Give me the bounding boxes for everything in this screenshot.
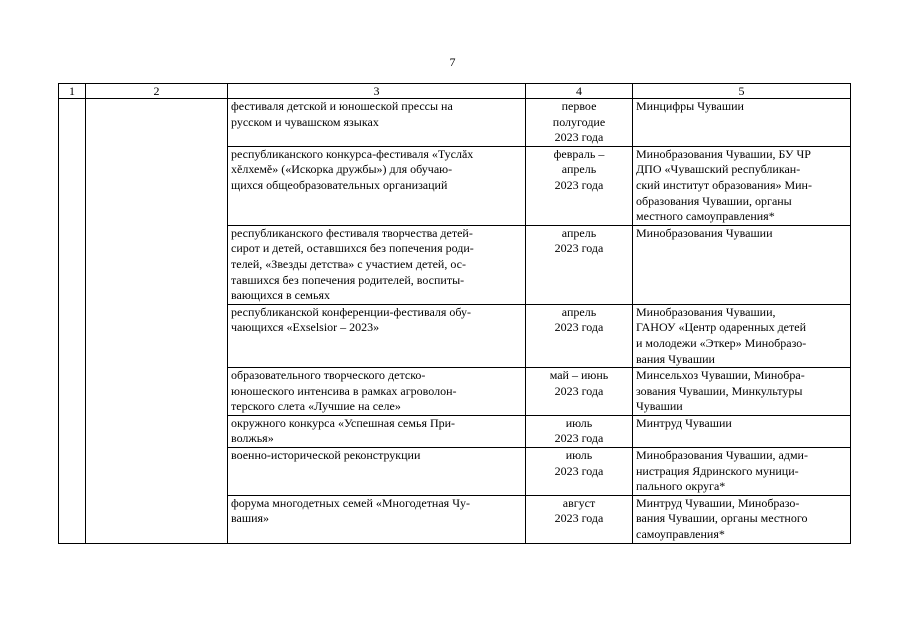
number-cell [59,225,86,304]
cell-line: апрель [561,304,597,319]
number-cell [59,448,86,496]
table-row [59,146,851,225]
cell-line: республиканского фестиваля творчества детей- [231,225,473,240]
area-cell [86,415,228,447]
responsible-cell [633,146,851,225]
number-cell [59,368,86,416]
cell-line: юношеского интенсива в рамках агроволон- [231,383,457,398]
term-cell [526,304,633,367]
table-row [59,415,851,447]
event-cell [228,448,526,496]
cell-line: май – июнь [549,368,609,383]
cell-line: форума многодетных семей «Многодетная Чу- [231,495,470,510]
cell-line: Минтруд Чувашии, Минобразо- [636,495,800,510]
cell-line: 2023 года [554,383,604,398]
cell-line: ГАНОУ «Центр одаренных детей [636,320,806,335]
plan-table [58,83,851,544]
term-cell [526,368,633,416]
event-cell [228,368,526,416]
cell-line: вания Чувашии [636,351,715,366]
column-header-3: 3 [228,84,526,99]
area-cell [86,146,228,225]
term-cell [526,99,633,147]
area-cell [86,304,228,367]
cell-line: 2023 года [554,463,604,478]
cell-line: вающихся в семьях [231,288,331,303]
cell-line: ДПО «Чувашский республикан- [636,162,801,177]
cell-line: 2023 года [554,241,604,256]
cell-line: август [562,495,596,510]
area-cell [86,99,228,147]
cell-line: 2023 года [554,511,604,526]
cell-line: сирот и детей, оставшихся без попечения роди- [231,241,474,256]
cell-line: самоуправления* [636,527,725,542]
responsible-cell [633,448,851,496]
cell-line: республиканского конкурса-фестиваля «Туслăх [231,146,474,161]
responsible-cell [633,368,851,416]
number-cell [59,99,86,147]
column-header-5: 5 [633,84,851,99]
cell-line: полугодие [552,114,606,129]
number-cell [59,495,86,543]
event-cell [228,415,526,447]
event-cell [228,304,526,367]
area-cell [86,495,228,543]
area-cell [86,368,228,416]
cell-line: Минсельхоз Чувашии, Минобра- [636,368,805,383]
term-cell [526,495,633,543]
cell-line: первое [561,99,597,113]
cell-line: волжья» [231,431,274,446]
column-header-4: 4 [526,84,633,99]
responsible-cell [633,415,851,447]
cell-line: и молодежи «Эткер» Минобразо- [636,335,807,350]
table-row [59,448,851,496]
cell-line: апрель [561,162,597,177]
responsible-cell [633,225,851,304]
term-cell [526,225,633,304]
event-cell [228,495,526,543]
cell-line: образования Чувашии, органы [636,193,792,208]
cell-line: терского слета «Лучшие на селе» [231,399,401,414]
cell-line: фестиваля детской и юношеской прессы на [231,99,453,113]
area-cell [86,225,228,304]
cell-line: июль [565,448,593,463]
table-row [59,368,851,416]
cell-line: телей, «Звезды детства» с участием детей, ос- [231,256,466,271]
cell-line: апрель [561,225,597,240]
cell-line: Минобразования Чувашии, [636,304,776,319]
table-row [59,304,851,367]
event-cell [228,146,526,225]
cell-line: вашия» [231,511,270,526]
number-cell [59,146,86,225]
cell-line: 2023 года [554,320,604,335]
cell-line: февраль – [553,146,605,161]
cell-line: пального округа* [636,479,726,494]
cell-line: военно-исторической реконструкции [231,448,421,463]
cell-line: Минобразования Чувашии, БУ ЧР [636,146,811,161]
cell-line: Минобразования Чувашии, адми- [636,448,808,463]
cell-line: июль [565,415,593,430]
cell-line: Минцифры Чувашии [636,99,744,113]
responsible-cell [633,99,851,147]
cell-line: 2023 года [554,177,604,192]
cell-line: зования Чувашии, Минкультуры [636,383,803,398]
number-cell [59,304,86,367]
term-cell [526,415,633,447]
area-cell [86,448,228,496]
cell-line: тавшихся без попечения родителей, воспиты- [231,272,465,287]
cell-line: местного самоуправления* [636,209,775,224]
cell-line: щихся общеобразовательных организаций [231,177,448,192]
column-header-2: 2 [86,84,228,99]
term-cell [526,448,633,496]
cell-line: русском и чувашском языках [231,114,379,129]
cell-line: ский институт образования» Мин- [636,177,812,192]
table-row [59,495,851,543]
cell-line: 2023 года [554,431,604,446]
table-row [59,225,851,304]
cell-line: Чувашии [636,399,683,414]
column-header-1: 1 [59,84,86,99]
term-cell [526,146,633,225]
cell-line: хĕлхемĕ» («Искорка дружбы») для обучаю- [231,162,453,177]
cell-line: Минобразования Чувашии [636,225,773,240]
cell-line: чающихся «Exselsior – 2023» [231,320,380,335]
cell-line: 2023 года [554,130,604,145]
cell-line: окружного конкурса «Успешная семья При- [231,415,456,430]
event-cell [228,99,526,147]
page-number: 7 [449,55,456,69]
cell-line: вания Чувашии, органы местного [636,511,808,526]
number-cell [59,415,86,447]
cell-line: образовательного творческого детско- [231,368,426,383]
cell-line: Минтруд Чувашии [636,415,732,430]
table-header-row [59,84,851,99]
table-row [59,99,851,147]
event-cell [228,225,526,304]
cell-line: республиканской конференции-фестиваля обу- [231,304,472,319]
responsible-cell [633,495,851,543]
cell-line: нистрация Ядринского муници- [636,463,799,478]
responsible-cell [633,304,851,367]
